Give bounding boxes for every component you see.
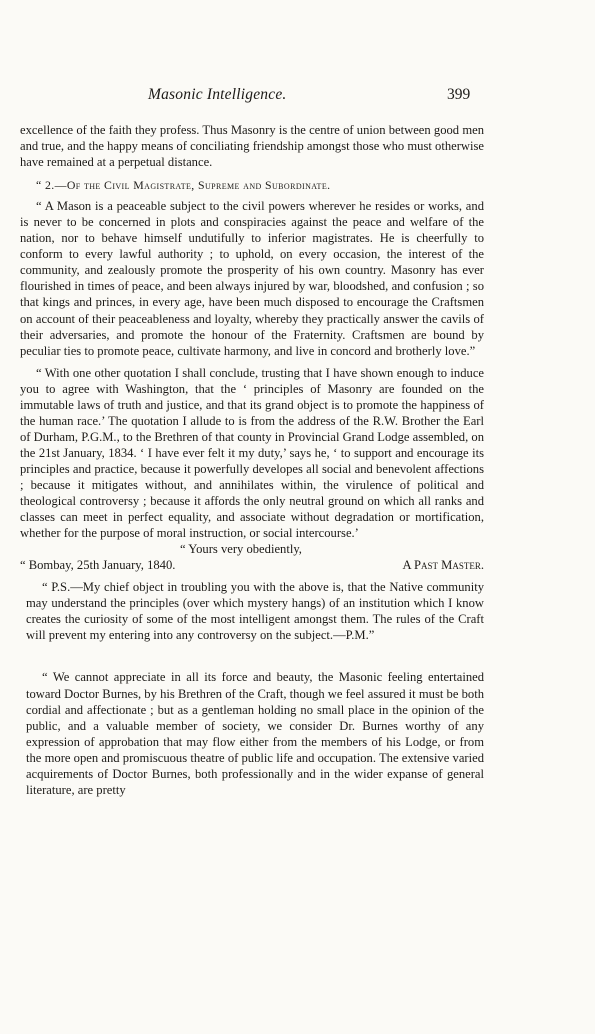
postscript: “ P.S.—My chief object in troubling you with the above is, that the Native community may understand the principles (over which mystery hangs) of an institution which I know creates the curiosity of some of the most intelligent amongst them. The rules of the Craft will prevent my entering into any controversy on the subject.—P.M.” [26,580,484,643]
dateline [20,557,484,573]
page-header [0,86,595,108]
dateline-place: “ Bombay, 25th January, 1840. [20,558,176,573]
paragraph-editorial: “ We cannot appreciate in all its force and beauty, the Masonic feeling entertained toward Doctor Burnes, by his Brethren of the Craft, though we feel assured it must be both cordial and affectionate ; but as a gentleman holding no small place in the opinion of the public, and a valuable member of society, we consider Dr. Burnes worthy of any expression of approbation that may flow either from the members of his Lodge, or from the more open and promiscuous theatre of public life and occupation. The extensive varied acquirements of Doctor Burnes, both professionally and in the wider expanse of general literature, are pretty [26,670,484,797]
page-number: 399 [447,86,471,103]
running-title: Masonic Intelligence. [148,86,287,103]
section-heading: “ 2.—Of the Civil Magistrate, Supreme and Subordinate. [36,178,331,193]
dateline-signature: A Past Master. [402,558,484,573]
paragraph-continuation: excellence of the faith they profess. Thus Masonry is the centre of union between good men and true, and the happy means of conciliating friendship amongst those who must otherwise have remained at a perpetual distance. [20,123,484,170]
paragraph-quotation: “ With one other quotation I shall conclude, trusting that I have shown enough to induce you to agree with Washington, that the ‘ principles of Masonry are founded on the immutable laws of truth and justice, and that its grand object is to promote the happiness of the human race.’ The quotation I allude to is from the address of the R.W. Brother the Earl of Durham, P.G.M., to the Brethren of that county in Provincial Grand Lodge assembled, on the 21st January, 1834. ‘ I have ever felt it my duty,’ says he, ‘ to support and encourage its principles and practice, because it powerfully developes all social and benevolent affections ; because it mitigates without, and annihilates within, the virulence of political and theological controversy ; because it affords the only neutral ground on which all ranks and classes can meet in perfect equality, and associate without degradation or mortification, whether for the purpose of moral instruction, or social intercourse.’ [20,365,484,541]
signoff: “ Yours very obediently, [180,542,302,557]
body-text [20,122,484,798]
paragraph-civil-magistrate: “ A Mason is a peaceable subject to the civil powers wherever he resides or works, and is never to be concerned in plots and conspiracies against the peace and welfare of the nation, nor to behave himself undutifully to inferior magistrates. He is cheerfully to conform to every lawful authority ; to uphold, on every occasion, the interest of the community, and zealously promote the prosperity of his own country. Masonry has ever flourished in times of peace, and been always injured by war, bloodshed, and confusion ; so that kings and princes, in every age, have been much disposed to encourage the Craftsmen on account of their peaceableness and loyalty, whereby they practically answer the cavils of their adversaries, and promote the honour of the Fraternity. Craftsmen are bound by peculiar ties to promote peace, cultivate harmony, and live in concord and brotherly love.” [20,199,484,358]
